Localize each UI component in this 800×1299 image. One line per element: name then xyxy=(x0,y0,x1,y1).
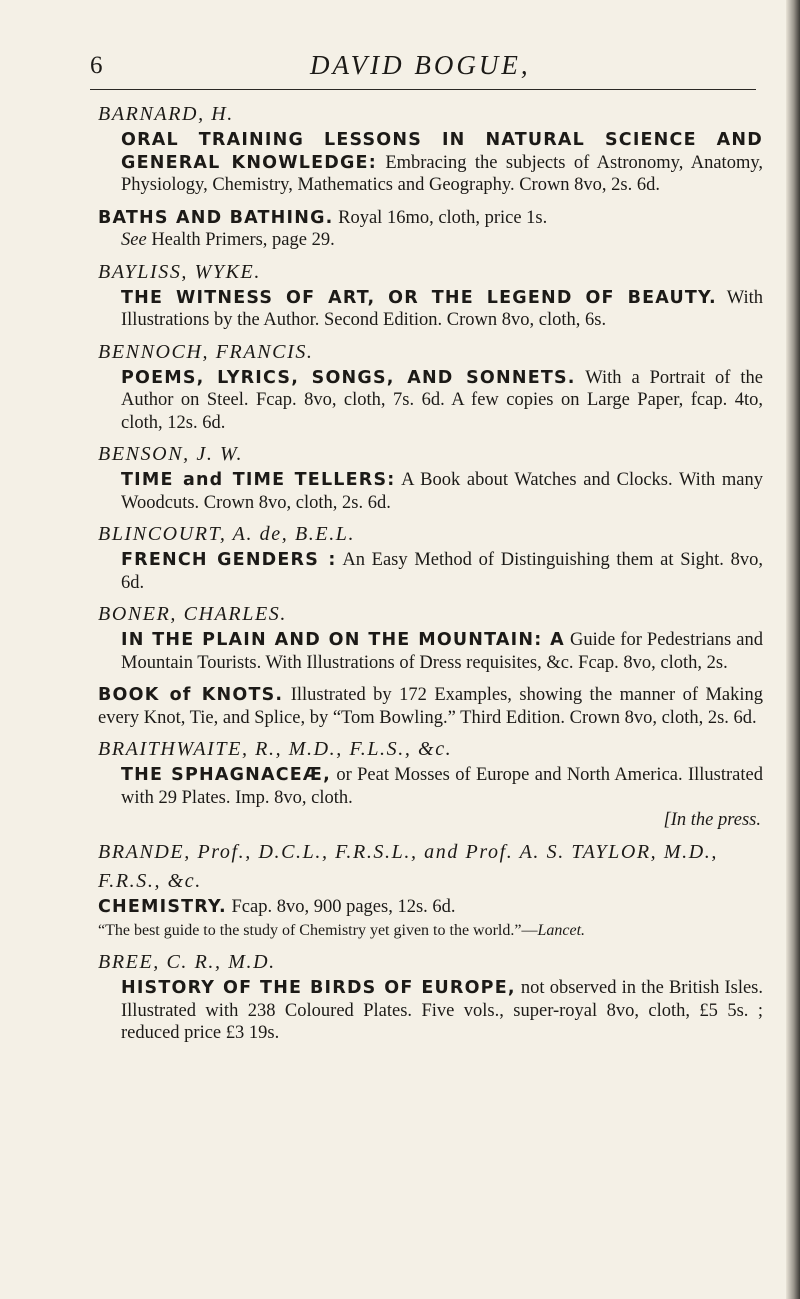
catalogue-list xyxy=(98,100,763,1045)
entry-description: A Book about Watches and Clocks. With many Woodcuts. Crown 8vo, cloth, 2s. 6d. xyxy=(121,470,763,513)
entry-description: An Easy Method of Distinguishing them at Sight. 8vo, 6d. xyxy=(121,550,763,593)
entry-author: BARNARD, H. xyxy=(98,103,234,125)
entry-title: HISTORY OF THE BIRDS OF EUROPE, xyxy=(121,978,516,998)
page-number: 6 xyxy=(90,52,103,79)
entry-description: Illustrated by 172 Examples, showing the manner of Making every Knot, Tie, and Splice, by “Tom Bowling.” Third Edition. Crown 8vo, cloth, 2s. 6d. xyxy=(98,685,763,728)
entry-author: BAYLISS, WYKE. xyxy=(98,260,261,283)
entry-title: TIME and TIME TELLERS: xyxy=(121,470,396,490)
entry-title: ORAL TRAINING LESSONS IN NATURAL SCIENCE AND GENERAL KNOWLEDGE: xyxy=(121,130,763,173)
entry-body xyxy=(98,684,763,729)
entry-title: BATHS AND BATHING. xyxy=(98,207,334,228)
entry-body xyxy=(98,207,763,252)
catalogue-entry xyxy=(98,600,763,674)
entry-title: CHEMISTRY. xyxy=(98,896,227,917)
entry-title: THE SPHAGNACEÆ, xyxy=(121,765,331,785)
quote-source: Lancet. xyxy=(537,922,586,939)
see-prefix: See xyxy=(121,230,147,250)
page-edge-shadow xyxy=(786,0,800,1299)
entry-body xyxy=(121,129,763,197)
catalogue-entry xyxy=(98,338,763,435)
entry-description: Royal 16mo, cloth, price 1s. xyxy=(338,207,548,228)
running-header xyxy=(90,48,760,88)
entry-description: not observed in the British Isles. Illustrated with 238 Coloured Plates. Five vols., super-royal 8vo, cloth, £5 5s. ; reduced price £3 19s. xyxy=(121,978,764,1043)
entry-body xyxy=(121,764,763,832)
entry-body xyxy=(121,287,763,332)
entry-body xyxy=(121,977,763,1045)
entry-author: BONER, CHARLES. xyxy=(98,603,287,625)
entry-author: BENSON, J. W. xyxy=(98,443,244,465)
entry-title: IN THE PLAIN AND ON THE MOUNTAIN: A xyxy=(121,630,565,650)
quote-text: “The best guide to the study of Chemistry yet given to the world.”— xyxy=(98,922,538,939)
entry-author: BREE, C. R., M.D. xyxy=(98,951,276,973)
running-title: DAVID BOGUE, xyxy=(310,50,531,80)
entry-description: or Peat Mosses of Europe and North America. Illustrated with 29 Plates. Imp. 8vo, cloth. xyxy=(121,765,763,808)
entry-description: Guide for Pedestrians and Mountain Tourists. With Illustrations of Dress requisites, &c. Fcap. 8vo, cloth, 2s. xyxy=(121,630,763,673)
entry-author: BRAITHWAITE, R., M.D., F.L.S., &c. xyxy=(98,738,453,760)
entry-title: BOOK of KNOTS. xyxy=(98,685,284,705)
catalogue-entry xyxy=(98,838,763,943)
entry-body xyxy=(121,469,763,514)
entry-description: Embracing the subjects of Astronomy, Anatomy, Physiology, Chemistry, Mathematics and Geography. Crown 8vo, 2s. 6d. xyxy=(121,152,764,195)
entry-body xyxy=(121,367,763,435)
entry-author: BLINCOURT, A. de, B.E.L. xyxy=(98,523,356,545)
catalogue-entry xyxy=(98,440,763,514)
entry-title: FRENCH GENDERS : xyxy=(121,550,337,570)
entry-description: With Illustrations by the Author. Second Edition. Crown 8vo, cloth, 6s. xyxy=(121,287,763,330)
entry-author: BRANDE, Prof., D.C.L., F.R.S.L., and Prof. A. S. TAYLOR, M.D., F.R.S., &c. xyxy=(98,840,718,892)
entry-body xyxy=(121,629,763,674)
entry-title: POEMS, LYRICS, SONGS, AND SONNETS. xyxy=(121,367,576,388)
catalogue-entry xyxy=(98,258,763,332)
catalogue-entry xyxy=(98,100,763,197)
entry-body xyxy=(98,896,763,919)
entry-body xyxy=(121,549,763,594)
entry-description: Fcap. 8vo, 900 pages, 12s. 6d. xyxy=(231,896,456,917)
entry-review-quote xyxy=(98,920,763,942)
see-reference: Health Primers, page 29. xyxy=(151,230,335,250)
header-rule xyxy=(90,89,756,90)
entry-author: BENNOCH, FRANCIS. xyxy=(98,340,314,363)
entry-description: With a Portrait of the Author on Steel. Fcap. 8vo, cloth, 7s. 6d. A few copies on Large Paper, fcap. 4to, cloth, 12s. 6d. xyxy=(121,367,764,433)
catalogue-entry xyxy=(98,207,763,252)
catalogue-entry xyxy=(98,948,763,1045)
catalogue-entry xyxy=(98,520,763,594)
catalogue-entry xyxy=(98,735,763,832)
entry-title: THE WITNESS OF ART, OR THE LEGEND OF BEAUTY. xyxy=(121,287,717,308)
catalogue-entry xyxy=(98,684,763,729)
in-press-note: [In the press. xyxy=(663,810,761,830)
entry-see-note xyxy=(98,229,763,252)
